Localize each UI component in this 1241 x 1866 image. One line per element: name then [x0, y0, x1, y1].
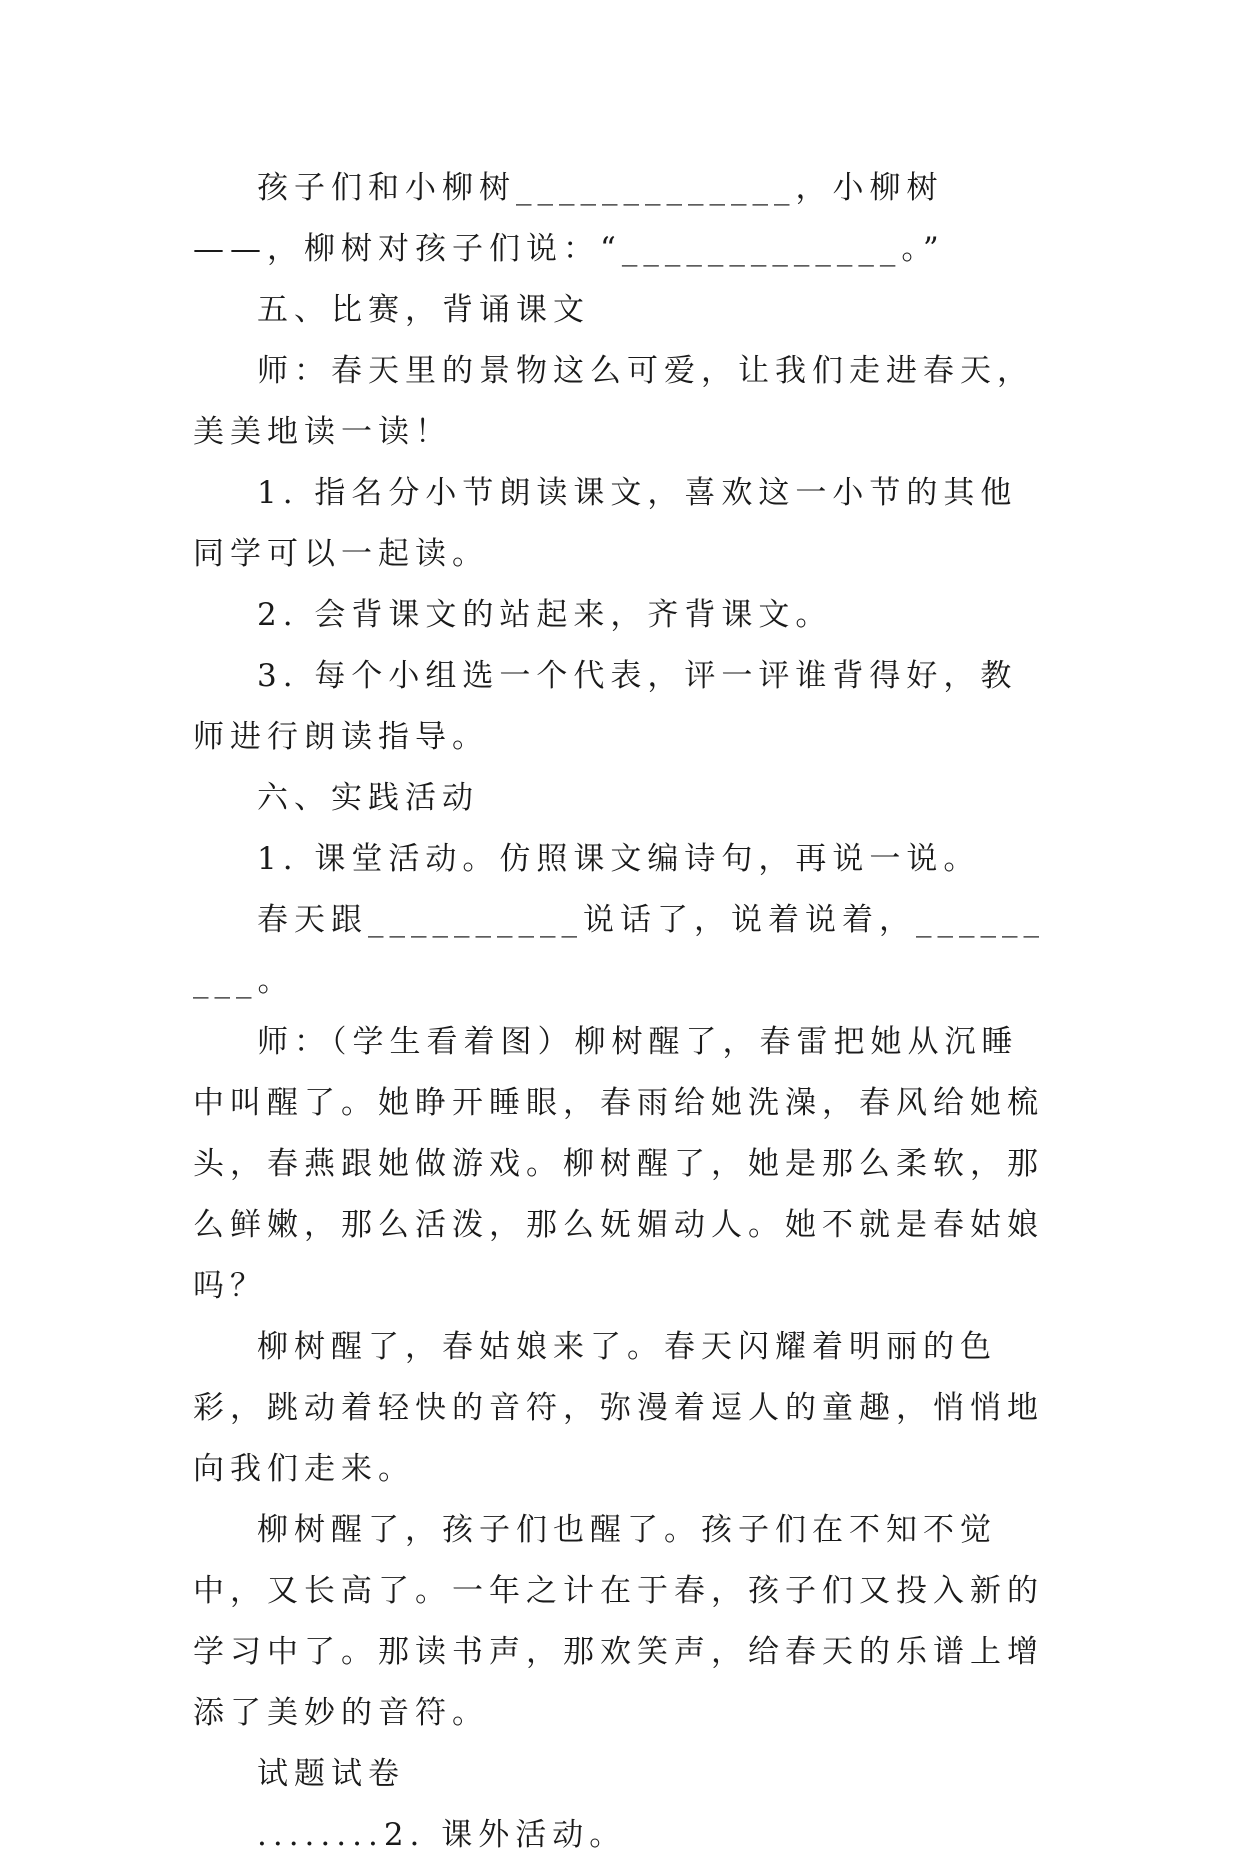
paragraph-fill-blank-spring: 春天跟__________说话了，说着说着，_________。: [193, 902, 1045, 999]
list-item-2: 2. 会背课文的站起来，齐背课文。: [257, 597, 833, 633]
list-item-1: 1. 指名分小节朗读课文，喜欢这一小节的其他同学可以一起读。: [193, 475, 1018, 572]
paragraph-test-paper: 试题试卷: [257, 1756, 405, 1792]
paragraph-teacher-intro: 师：春天里的景物这么可爱，让我们走进春天，美美地读一读！: [193, 353, 1034, 450]
section-heading-practice: 六、实践活动: [257, 780, 479, 816]
paragraph-spring-girl: 柳树醒了，春姑娘来了。春天闪耀着明丽的色彩，跳动着轻快的音符，弥漫着逗人的童趣，悄悄地向我们走来。: [193, 1329, 1044, 1487]
paragraph-children-awake: 柳树醒了，孩子们也醒了。孩子们在不知不觉中，又长高了。一年之计在于春，孩子们又投入新的学习中了。那读书声，那欢笑声，给春天的乐谱上增添了美妙的音符。: [193, 1512, 1044, 1731]
paragraph-teacher-picture: 师：（学生看着图）柳树醒了，春雷把她从沉睡中叫醒了。她睁开睡眼，春雨给她洗澡，春风给她梳头，春燕跟她做游戏。柳树醒了，她是那么柔软，那么鲜嫩，那么活泼，那么妩媚动人。她不就是春姑娘吗？: [193, 1024, 1044, 1304]
document-body: [193, 158, 1053, 1866]
section-heading-recitation: 五、比赛，背诵课文: [257, 292, 590, 328]
list-item-classroom-activity: 1. 课堂活动。仿照课文编诗句，再说一说。: [257, 841, 981, 877]
list-item-extracurricular: ........2. 课外活动。: [257, 1817, 627, 1853]
paragraph-fill-blank-willow: 孩子们和小柳树_____________，小柳树——，柳树对孩子们说：“_____________。”: [193, 170, 945, 267]
list-item-3: 3. 每个小组选一个代表，评一评谁背得好，教师进行朗读指导。: [193, 658, 1018, 755]
